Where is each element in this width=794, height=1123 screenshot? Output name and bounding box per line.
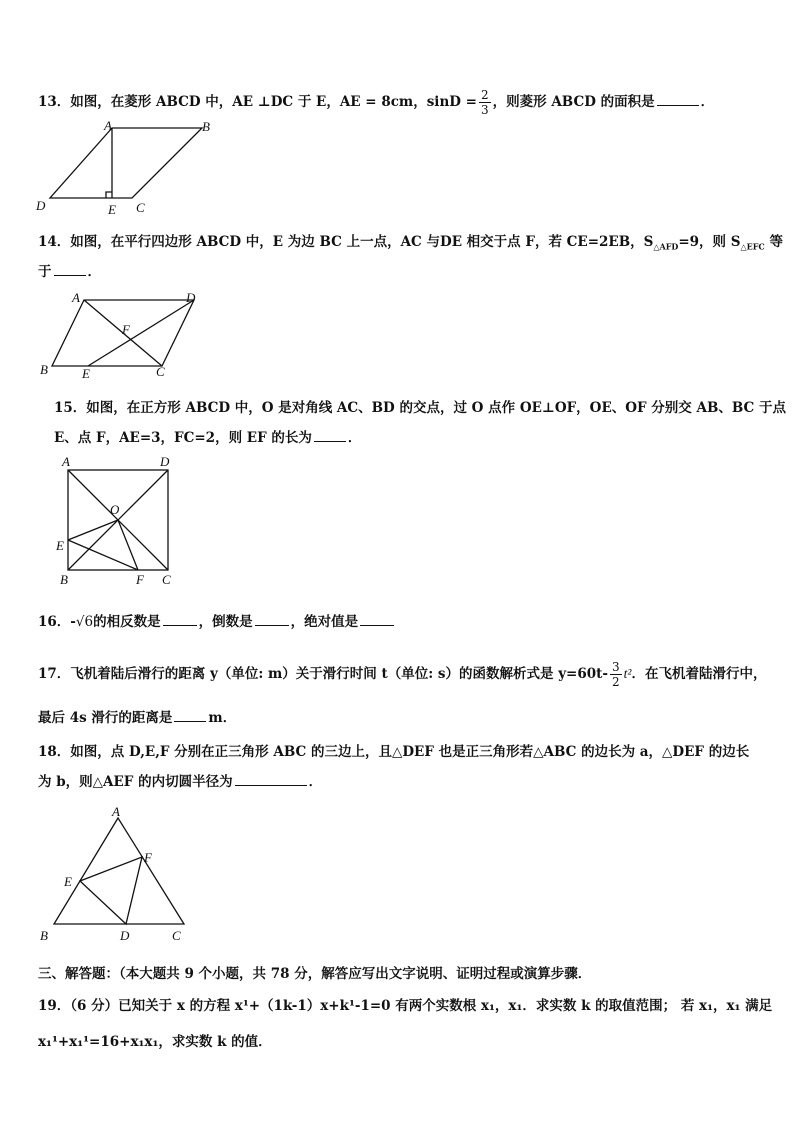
q17-stem-c: 最后 4s 滑行的距离是 bbox=[38, 710, 173, 726]
q14-stem-c: 等 bbox=[764, 234, 783, 250]
q14-end: ． bbox=[87, 264, 101, 280]
q13-label-a: A bbox=[104, 118, 112, 133]
q13-label-c: C bbox=[136, 200, 145, 215]
q18-triangle-figure bbox=[36, 800, 196, 946]
section-3-text: 三、解答题：（本大题共 9 个小题，共 78 分，解答应写出文字说明、证明过程或演算步骤． bbox=[38, 966, 592, 982]
q14-line2 bbox=[38, 260, 101, 280]
q13-frac-num: 2 bbox=[480, 88, 489, 102]
q18-label-c: C bbox=[172, 928, 181, 943]
q17-t-squared: t² bbox=[623, 666, 632, 681]
q18-end: ． bbox=[308, 774, 323, 790]
q14-line1 bbox=[38, 230, 783, 252]
q13-tail: ，则菱形 ABCD 的面积是 bbox=[492, 94, 655, 110]
q13-rhombus bbox=[50, 128, 202, 198]
q13-answer-blank bbox=[657, 104, 699, 106]
q18-line2 bbox=[38, 770, 322, 790]
q14-label-d: D bbox=[186, 290, 196, 305]
q18-label-f: F bbox=[144, 850, 152, 865]
q13-text bbox=[38, 88, 714, 117]
q13-label-b: B bbox=[202, 119, 210, 134]
q19-stem-b: x₁¹+x₁¹=16+x₁x₁，求实数 k 的值． bbox=[38, 1034, 272, 1050]
q14-label-b: B bbox=[40, 362, 48, 377]
q17-line1 bbox=[38, 660, 766, 689]
q17-line2 bbox=[38, 706, 236, 726]
q16-stem-c: ，倒数是 bbox=[198, 614, 253, 630]
q13-stem: 13．如图，在菱形 ABCD 中，AE ⊥DC 于 E，AE = 8cm，sinD = bbox=[38, 94, 477, 110]
q18-triangle-def bbox=[80, 857, 142, 924]
q13-label-d: D bbox=[36, 198, 46, 213]
q13-right-angle-mark bbox=[106, 192, 112, 198]
q16-blank-reciprocal bbox=[255, 624, 289, 626]
q16-text bbox=[38, 610, 396, 630]
q19-stem-a: 19．（6 分）已知关于 x 的方程 x¹+（1k-1）x+k¹-1=0 有两个实数根 x₁，x₁．求实数 k 的取值范围； 若 x₁，x₁ 满足 bbox=[38, 998, 773, 1014]
q15-line1 bbox=[54, 396, 786, 416]
q18-stem-a: 18．如图，点 D,E,F 分别在正三角形 ABC 的三边上，且△DEF 也是正三角形若△ABC 的边长为 a，△DEF 的边长 bbox=[38, 744, 750, 760]
q17-frac-den: 2 bbox=[612, 675, 620, 689]
q14-stem-b: =9，则 S bbox=[678, 234, 741, 250]
q19-line1 bbox=[38, 994, 772, 1014]
q18-answer-blank bbox=[235, 784, 307, 786]
q15-answer-blank bbox=[314, 440, 346, 442]
q15-label-f: F bbox=[136, 572, 144, 587]
q14-label-e: E bbox=[82, 366, 90, 381]
q17-stem-a: 17．飞机着陆后滑行的距离 y（单位: m）关于滑行时间 t（单位: s）的函数解析式是 y=60t- bbox=[38, 666, 608, 682]
section-3-heading bbox=[38, 962, 591, 982]
q16-blank-opposite bbox=[163, 624, 197, 626]
q18-label-d: D bbox=[120, 928, 130, 943]
q16-stem-a: 16．- bbox=[38, 614, 76, 630]
q13-label-e: E bbox=[108, 202, 116, 217]
q16-blank-absolute bbox=[360, 624, 394, 626]
q15-square-figure bbox=[52, 452, 182, 588]
q18-stem-b: 为 b，则△AEF 的内切圆半径为 bbox=[38, 774, 233, 790]
q15-label-e: E bbox=[56, 538, 64, 553]
q14-stem-d: 于 bbox=[38, 264, 52, 280]
q18-label-e: E bbox=[64, 874, 72, 889]
q13-frac-den: 3 bbox=[480, 103, 489, 117]
q15-label-a: A bbox=[62, 454, 70, 469]
q13-rhombus-figure bbox=[30, 118, 220, 218]
q14-label-f: F bbox=[122, 322, 130, 337]
q15-stem-a: 15．如图，在正方形 ABCD 中，O 是对角线 AC、BD 的交点，过 O 点作 OE⊥OF，OE、OF 分别交 AB、BC 于点 bbox=[54, 400, 786, 416]
q17-end: m． bbox=[208, 710, 237, 726]
q18-triangle-abc bbox=[54, 818, 184, 924]
q15-stem-b: E、点 F，AE=3，FC=2，则 EF 的长为 bbox=[54, 430, 312, 446]
q14-sub-afd: △AFD bbox=[653, 241, 679, 252]
q14-answer-blank bbox=[54, 274, 86, 276]
q14-stem-a: 14．如图，在平行四边形 ABCD 中，E 为边 BC 上一点，AC 与DE 相交于点 F，若 CE=2EB，S bbox=[38, 234, 654, 250]
q16-stem-d: ，绝对值是 bbox=[290, 614, 359, 630]
q13-fraction bbox=[479, 88, 491, 117]
q15-line2 bbox=[54, 426, 361, 446]
q13-end: ． bbox=[700, 94, 715, 110]
q15-segment-oe bbox=[68, 520, 118, 540]
q15-label-o: O bbox=[110, 502, 120, 517]
q17-frac-num: 3 bbox=[612, 660, 620, 674]
q17-stem-b: ．在飞机着陆滑行中， bbox=[631, 666, 767, 682]
q18-line1 bbox=[38, 740, 749, 760]
q15-end: ． bbox=[347, 430, 362, 446]
q17-fraction bbox=[610, 660, 622, 689]
q17-answer-blank bbox=[174, 720, 206, 722]
q18-label-a: A bbox=[112, 804, 120, 819]
q14-parallelogram-figure bbox=[36, 288, 206, 383]
q16-stem-b: 的相反数是 bbox=[93, 614, 161, 630]
q14-sub-efc: △EFC bbox=[740, 241, 765, 252]
q15-label-b: B bbox=[60, 572, 68, 587]
q16-sqrt: √6 bbox=[75, 614, 94, 630]
q18-label-b: B bbox=[40, 928, 48, 943]
q15-label-d: D bbox=[160, 454, 170, 469]
q14-label-a: A bbox=[72, 290, 80, 305]
q19-line2 bbox=[38, 1030, 272, 1050]
q14-label-c: C bbox=[156, 364, 165, 379]
q15-label-c: C bbox=[162, 572, 171, 587]
